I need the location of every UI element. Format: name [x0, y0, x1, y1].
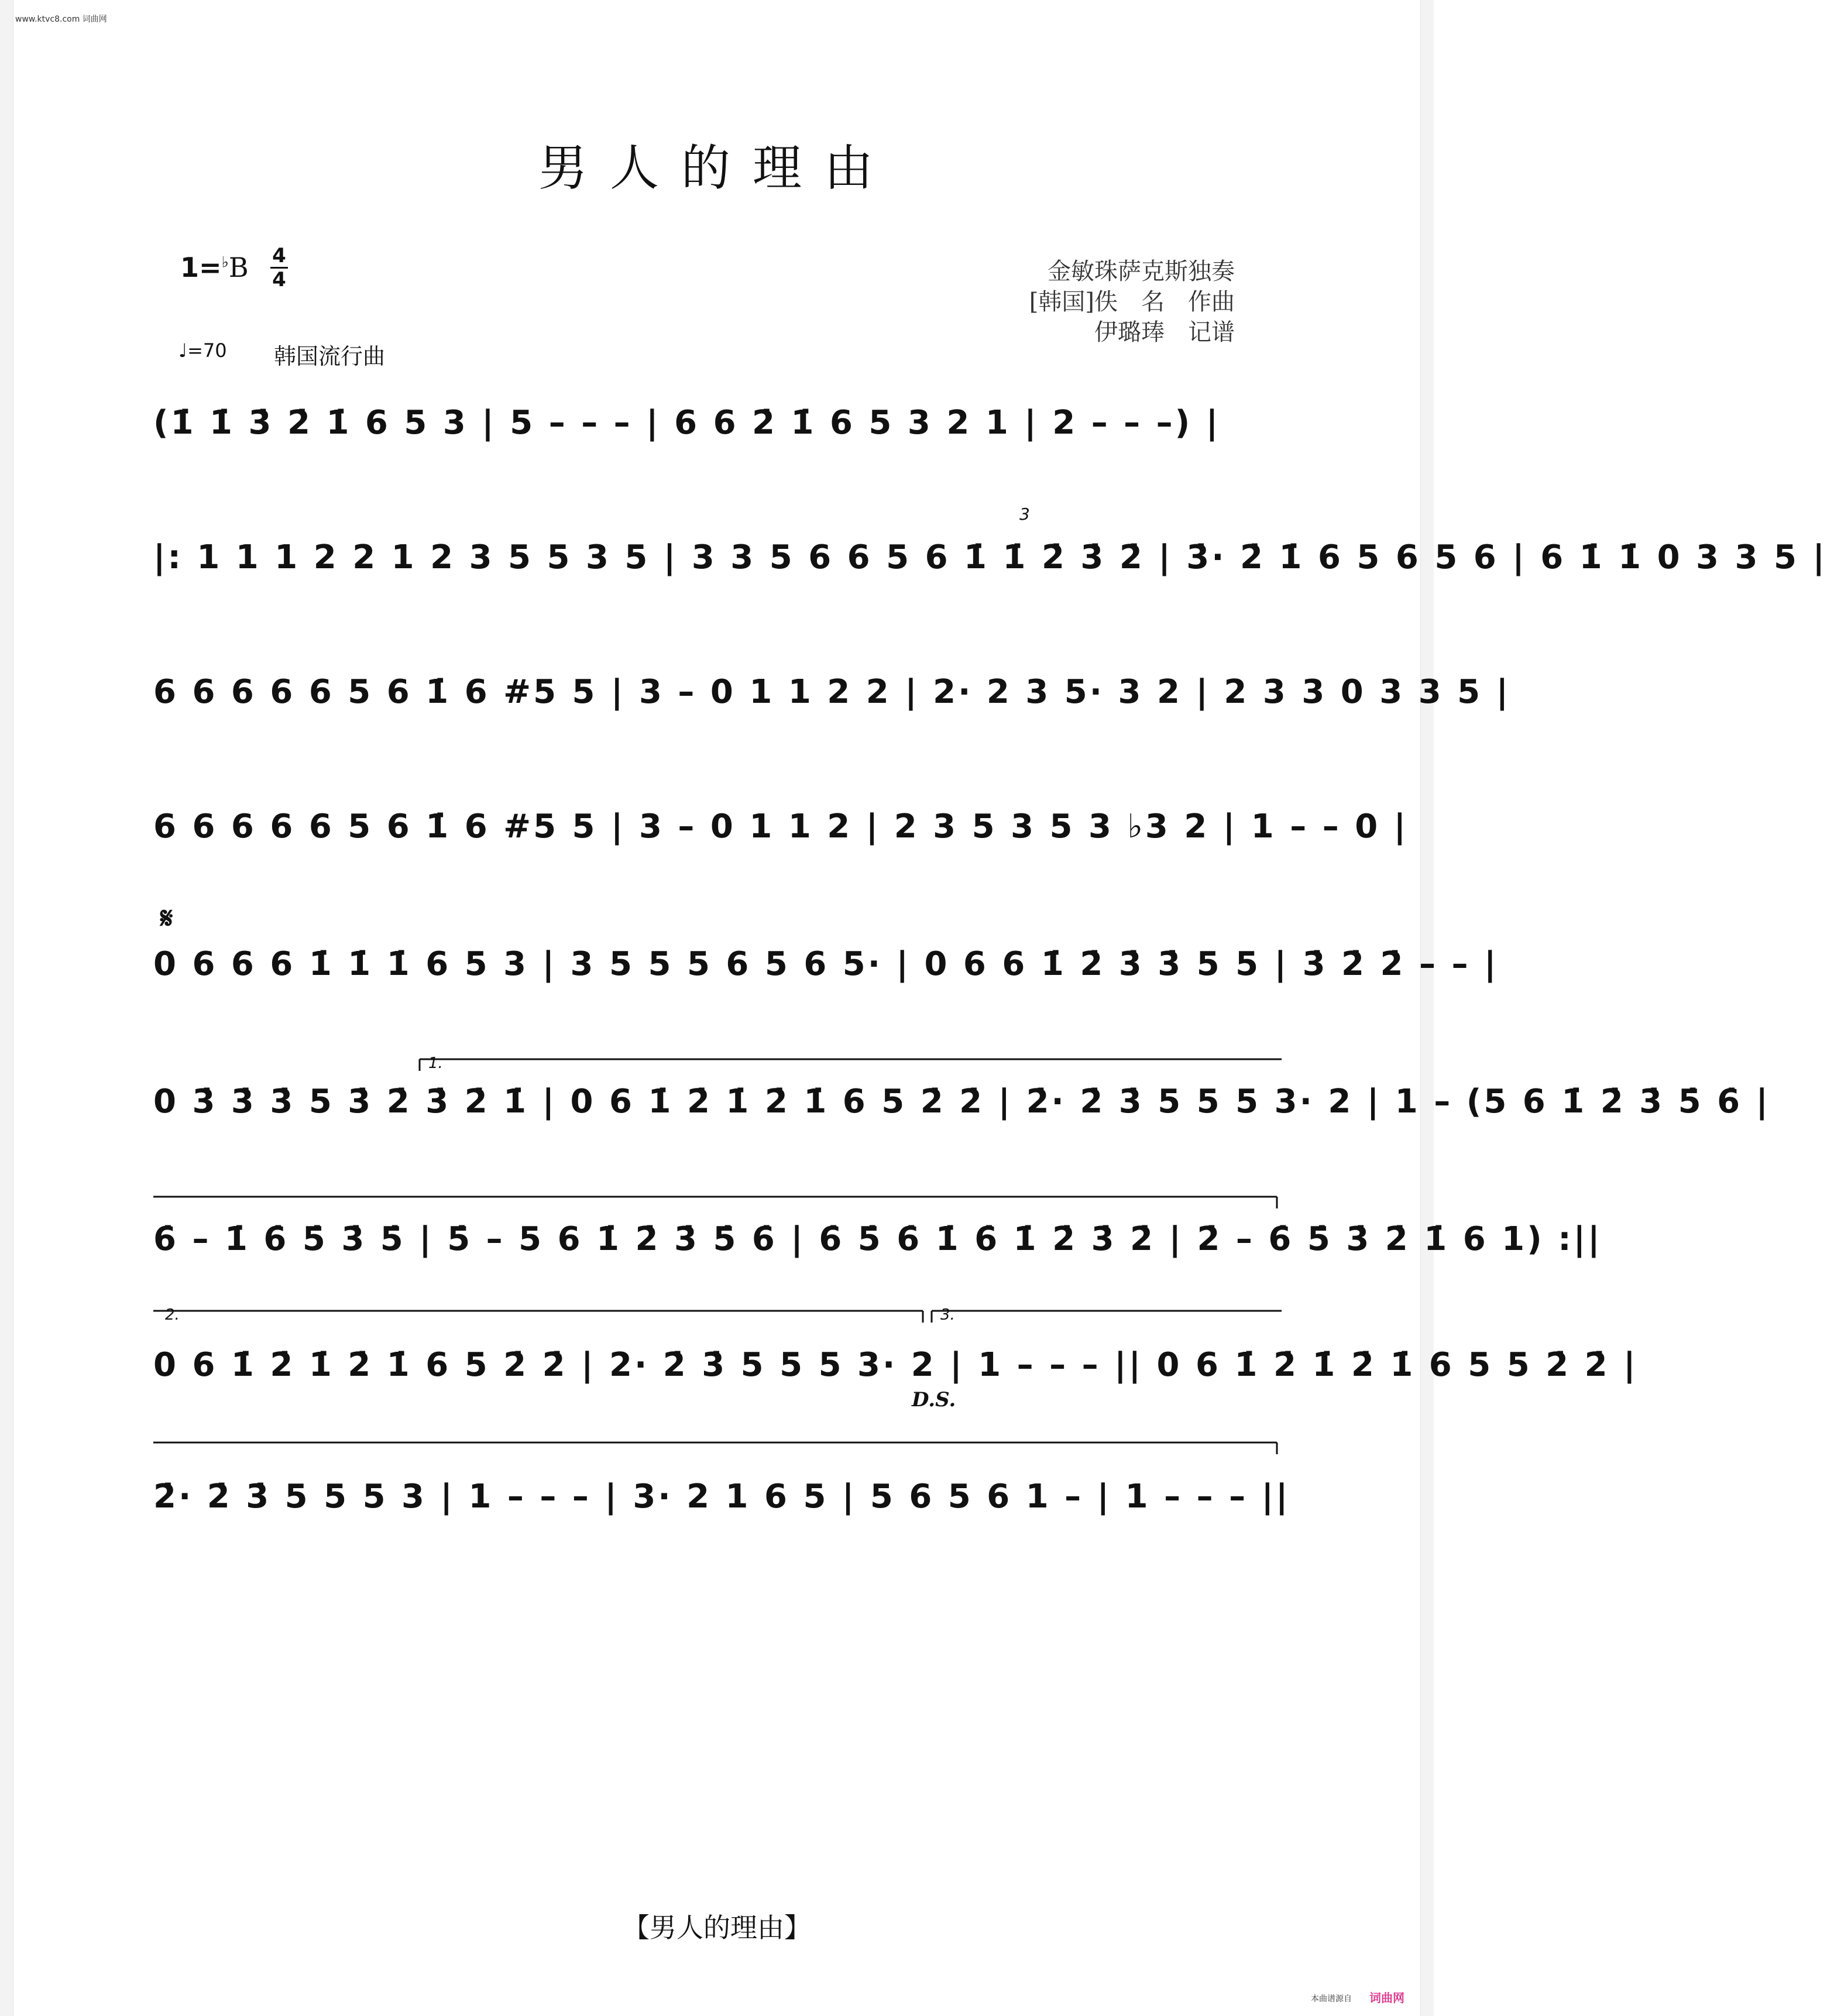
ending-bracket-1-cont: [153, 1185, 1283, 1208]
score-row-4-notes: 6 6 6 6 6 5 6 1̇ 6 #5 5 | 3 – 0 1 1 2 | 2 3 5 3 5 3 ♭3 2 | 1 – – 0 |: [153, 808, 1409, 846]
page-margin-right: [1420, 0, 1434, 2016]
score-row-9: [153, 1478, 1290, 1571]
credits: [1029, 256, 1235, 348]
ending-1-label: 1.: [428, 1055, 443, 1072]
triplet-mark: 3: [1019, 504, 1030, 524]
segno-sign: 𝄋: [160, 901, 173, 935]
meter-top: 4: [272, 244, 286, 267]
page-margin-left: [0, 0, 13, 2016]
score-row-4: [153, 808, 1409, 901]
credit-transcriber: 伊璐琫 记谱: [1094, 319, 1235, 346]
score-row-8: [153, 1306, 1638, 1440]
footer-source-note: 本曲谱源自: [1311, 1994, 1352, 2004]
ending-bracket-1: [153, 1048, 1283, 1071]
score-row-2: [153, 504, 1827, 632]
site-url: www.ktvc8.com 词曲网: [15, 15, 107, 24]
genre-label: 韩国流行曲: [274, 344, 386, 369]
time-signature: [270, 245, 288, 291]
score-row-6-notes: 0 3̇ 3̇ 3̇ 5 3̇ 2̇ 3̇ 2̇ 1̇ | 0 6 1̇ 2̇ 1̇ 2̇ 1̇ 6 5 2̇ 2̇ | 2̇· 2̇ 3̇ 5 5 5 3· 2 | 1 – (5 6 1̇ 2̇ 3̇ 5̇ 6̇ |: [153, 1083, 1770, 1121]
score-row-5: [153, 945, 1499, 1039]
footer-title: 【男人的理由】: [623, 1912, 811, 1943]
score-row-3: [153, 673, 1511, 767]
ending-bracket-3-cont: [153, 1431, 1283, 1454]
score-row-3-notes: 6 6 6 6 6 5 6 1̇ 6 #5 5 | 3 – 0 1 1 2 2 | 2· 2 3 5· 3 2 | 2 3 3 0 3 3 5 |: [153, 673, 1511, 711]
tempo-marking: ♩=70: [178, 339, 227, 362]
key-note: B: [228, 252, 249, 283]
key-label: 1=: [180, 252, 222, 283]
score-row-1-notes: (1̇ 1̇ 3̇ 2̇ 1̇ 6 5 3 | 5 – – – | 6 6 2̇ 1̇ 6 5 3 2 1 | 2 – – –) |: [153, 404, 1221, 442]
ending-brackets-2-3: [153, 1299, 1283, 1323]
credit-performer: 金敏珠萨克斯独奏: [1048, 258, 1235, 285]
score-row-7-notes: 6̇ – 1̇ 6̇ 5̇ 3̇ 5̇ | 5̇ – 5 6 1̇ 2̇ 3̇ 5̇ 6̇ | 6̇ 5̇ 6̇ 1̇ 6̇ 1̇ 2̇ 3̇ 2̇ | 2̇ – 6̇ 5̇ 3̇ 2̇ 1̇ 6 1) :||: [153, 1220, 1602, 1258]
ending-3-label: 3.: [940, 1306, 955, 1324]
ending-2-label: 2.: [165, 1306, 180, 1324]
flat-sign: ♭: [221, 253, 229, 272]
score-row-2-notes: |: 1 1 1 2 2 1 2 3 5 5 3 5 | 3 3 5 6 6 5 6 1̇ 1̇ 2̇ 3̇ 2̇ | 3̇· 2̇ 1̇ 6 5 6 5 6 | 6 1̇ 1̇ 0 3 3 5 |: [153, 538, 1827, 576]
score-row-8-notes: 0 6 1̇ 2̇ 1̇ 2̇ 1̇ 6 5 2̇ 2̇ | 2· 2̇ 3̇ 5 5 5 3· 2 | 1 – – – || 0 6 1̇ 2̇ 1̇ 2̇ 1̇ 6 5 5 2̇ 2̇ |: [153, 1346, 1638, 1384]
meter-bottom: 4: [272, 268, 286, 291]
credit-composer: [韩国]佚 名 作曲: [1029, 289, 1235, 315]
key-signature: [180, 252, 249, 283]
song-title: 男人的理由: [538, 139, 895, 197]
score-row-5-notes: 0 6 6 6 1̇ 1̇ 1̇ 6 5 3 | 3 5 5 5 6 5 6 5· | 0 6 6 1̇ 2̇ 3̇ 3̇ 5 5 | 3̇ 2̇ 2̇ – – |: [153, 945, 1499, 983]
score-row-9-notes: 2̇· 2̇ 3̇ 5 5 5 3 | 1 – – – | 3· 2 1 6 5 | 5 6 5 6 1 – | 1 – – – ||: [153, 1478, 1290, 1516]
score-row-1: [153, 404, 1283, 497]
score-row-6: [153, 1055, 1770, 1176]
footer-brand-logo: 词曲网: [1369, 1991, 1404, 2005]
ds-marking: D.S.: [912, 1388, 956, 1411]
